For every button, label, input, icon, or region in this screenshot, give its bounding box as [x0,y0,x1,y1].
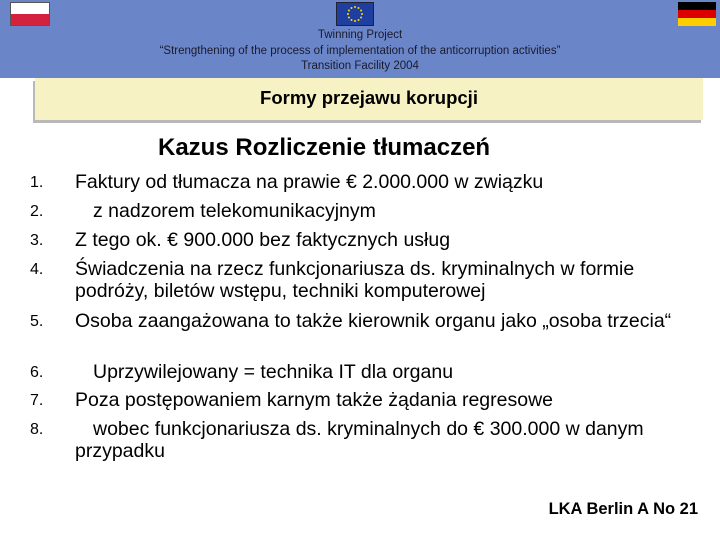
list-item [30,389,700,418]
eu-star-icon [358,7,360,9]
list-item-number: 7. [30,392,44,409]
header-banner [0,0,720,78]
list-item-text: z nadzorem telekomunikacyjnym [93,200,376,222]
eu-star-icon [354,6,356,8]
list-item [30,171,700,200]
poland-flag-icon [10,2,50,26]
list-item-number: 6. [30,364,44,381]
germany-flag-icon [678,2,716,26]
list-item-number: 4. [30,261,44,278]
eu-star-icon [354,20,356,22]
slide-title: Formy przejawu korupcji [260,87,478,108]
eu-star-icon [348,10,350,12]
list-item-text: Poza postępowaniem karnym także żądania regresowe [75,389,554,411]
list-item-text: wobec funkcjonariusza ds. kryminalnych do € 300.000 w danym przypadku [75,418,644,462]
list-item-number: 3. [30,232,44,249]
project-info [0,28,720,75]
list-item-number: 2. [30,203,44,220]
title-box [35,78,703,120]
project-name: Twinning Project [317,29,403,41]
list-item [30,258,700,310]
list-item [30,418,700,470]
eu-star-icon [348,17,350,19]
eu-star-icon [351,19,353,21]
footer-reference: LKA Berlin A No 21 [548,500,698,518]
eu-star-icon [360,17,362,19]
list-item [30,361,700,389]
numbered-list [30,171,700,470]
list-item-text: Uprzywilejowany = technika IT dla organu [93,361,454,383]
list-item [30,200,700,229]
list-item-text: Faktury od tłumacza na prawie € 2.000.000 w związku [75,171,544,193]
list-item-text: Osoba zaangażowana to także kierownik organu jako „osoba trzecia“ [75,310,672,332]
eu-star-icon [358,19,360,21]
list-item-text: Świadczenia na rzecz funkcjonariusza ds. kryminalnych w formie podróży, biletów wstępu, techniki komputerowej [75,258,635,302]
project-description: “Strengthening of the process of implementation of the anticorruption activities” [159,44,561,57]
list-item-text: Z tego ok. € 900.000 bez faktycznych usług [75,229,451,251]
list-item-number: 1. [30,174,44,191]
list-item [30,229,700,258]
slide-subtitle: Kazus Rozliczenie tłumaczeń [158,134,491,161]
eu-star-icon [360,10,362,12]
eu-star-icon [351,7,353,9]
eu-flag-icon [336,2,374,26]
list-item-number: 5. [30,313,44,330]
eu-star-icon [361,13,363,15]
list-item [30,310,700,361]
project-facility: Transition Facility 2004 [301,60,419,72]
list-item-number: 8. [30,421,44,438]
eu-star-icon [347,13,349,15]
